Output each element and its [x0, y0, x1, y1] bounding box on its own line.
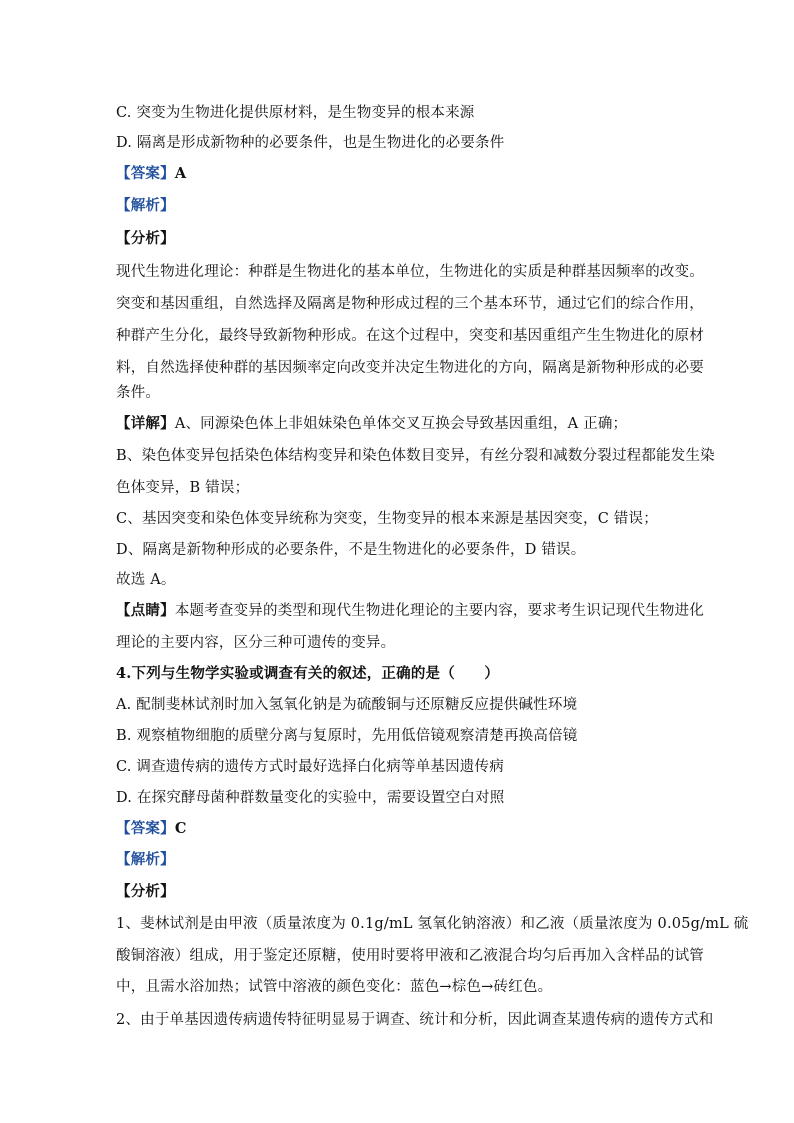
- answer-tag: 【答案】: [116, 165, 175, 182]
- q4-answer-line: [116, 819, 696, 839]
- q3-answer-line: [116, 164, 696, 184]
- q4-fenxi-tag: 【分析】: [116, 883, 175, 900]
- q3-detail-b-1: B、染色体变异包括染色体结构变异和染色体数目变异，有丝分裂和减数分裂过程都能发生染: [116, 448, 715, 464]
- answer-tag: 【答案】: [116, 820, 175, 837]
- answer-value: C: [174, 820, 187, 837]
- detail-text: A、同源染色体上非姐妹染色单体交叉互换会导致基因重组，A 正确；: [174, 416, 628, 432]
- q3-detail-c: C、基因突变和染色体变异统称为突变，生物变异的根本来源是基因突变，C 错误；: [116, 511, 658, 527]
- q3-analysis-line-1: 现代生物进化理论：种群是生物进化的基本单位，生物进化的实质是种群基因频率的改变。: [116, 264, 704, 280]
- q3-analysis-line-4: 料，自然选择使种群的基因频率定向改变并决定生物进化的方向，隔离是新物种形成的必要: [116, 360, 704, 376]
- q4-option-a: A. 配制斐林试剂时加入氢氧化钠是为硫酸铜与还原糖反应提供碱性环境: [116, 697, 578, 713]
- dianjing-text: 本题考查变异的类型和现代生物进化理论的主要内容，要求考生识记现代生物进化: [174, 603, 705, 619]
- q3-fenxi-tag: 【分析】: [116, 230, 175, 247]
- q3-jiexi-tag: 【解析】: [116, 197, 175, 214]
- answer-value: A: [174, 165, 187, 182]
- q3-analysis-line-2: 突变和基因重组，自然选择及隔离是物种形成过程的三个基本环节，通过它们的综合作用，: [116, 296, 704, 312]
- q3-analysis-line-5: 条件。: [116, 385, 161, 401]
- q4-analysis-line-2: 酸铜溶液）组成，用于鉴定还原糖，使用时要将甲液和乙液混合均匀后再加入含样品的试管: [116, 948, 704, 964]
- q4-option-d: D. 在探究酵母菌种群数量变化的实验中，需要设置空白对照: [116, 790, 505, 806]
- q3-dianjing-line-2: 理论的主要内容，区分三种可遗传的变异。: [116, 635, 396, 651]
- q3-conclusion: 故选 A。: [116, 572, 176, 588]
- q3-detail-d: D、隔离是新物种形成的必要条件，不是生物进化的必要条件，D 错误。: [116, 542, 586, 558]
- q3-option-c: C. 突变为生物进化提供原材料，是生物变异的根本来源: [116, 105, 475, 121]
- q4-jiexi-tag: 【解析】: [116, 851, 175, 868]
- q4-option-c: C. 调查遗传病的遗传方式时最好选择白化病等单基因遗传病: [116, 759, 504, 775]
- detail-tag: 【详解】: [116, 415, 175, 432]
- q3-option-d: D. 隔离是形成新物种的必要条件，也是生物进化的必要条件: [116, 135, 505, 151]
- dianjing-tag: 【点睛】: [116, 602, 175, 619]
- q3-detail-line: [116, 414, 696, 434]
- q3-detail-b-2: 色体变异，B 错误；: [116, 480, 250, 496]
- q4-analysis-line-3: 中，且需水浴加热；试管中溶液的颜色变化：蓝色→棕色→砖红色。: [116, 979, 553, 995]
- q3-analysis-line-3: 种群产生分化，最终导致新物种形成。在这个过程中，突变和基因重组产生生物进化的原材: [116, 328, 704, 344]
- q4-option-b: B. 观察植物细胞的质壁分离与复原时，先用低倍镜观察清楚再换高倍镜: [116, 728, 578, 744]
- q4-analysis-line-1: 1、斐林试剂是由甲液（质量浓度为 0.1g/mL 氢氧化钠溶液）和乙液（质量浓度为 0.05g/mL 硫: [116, 916, 749, 932]
- q4-analysis-line-4: 2、由于单基因遗传病遗传特征明显易于调查、统计和分析，因此调查某遗传病的遗传方式和: [116, 1012, 714, 1028]
- q4-stem: 4.下列与生物学实验或调查有关的叙述，正确的是（ ）: [116, 665, 500, 682]
- q3-dianjing-line-1: [116, 601, 705, 621]
